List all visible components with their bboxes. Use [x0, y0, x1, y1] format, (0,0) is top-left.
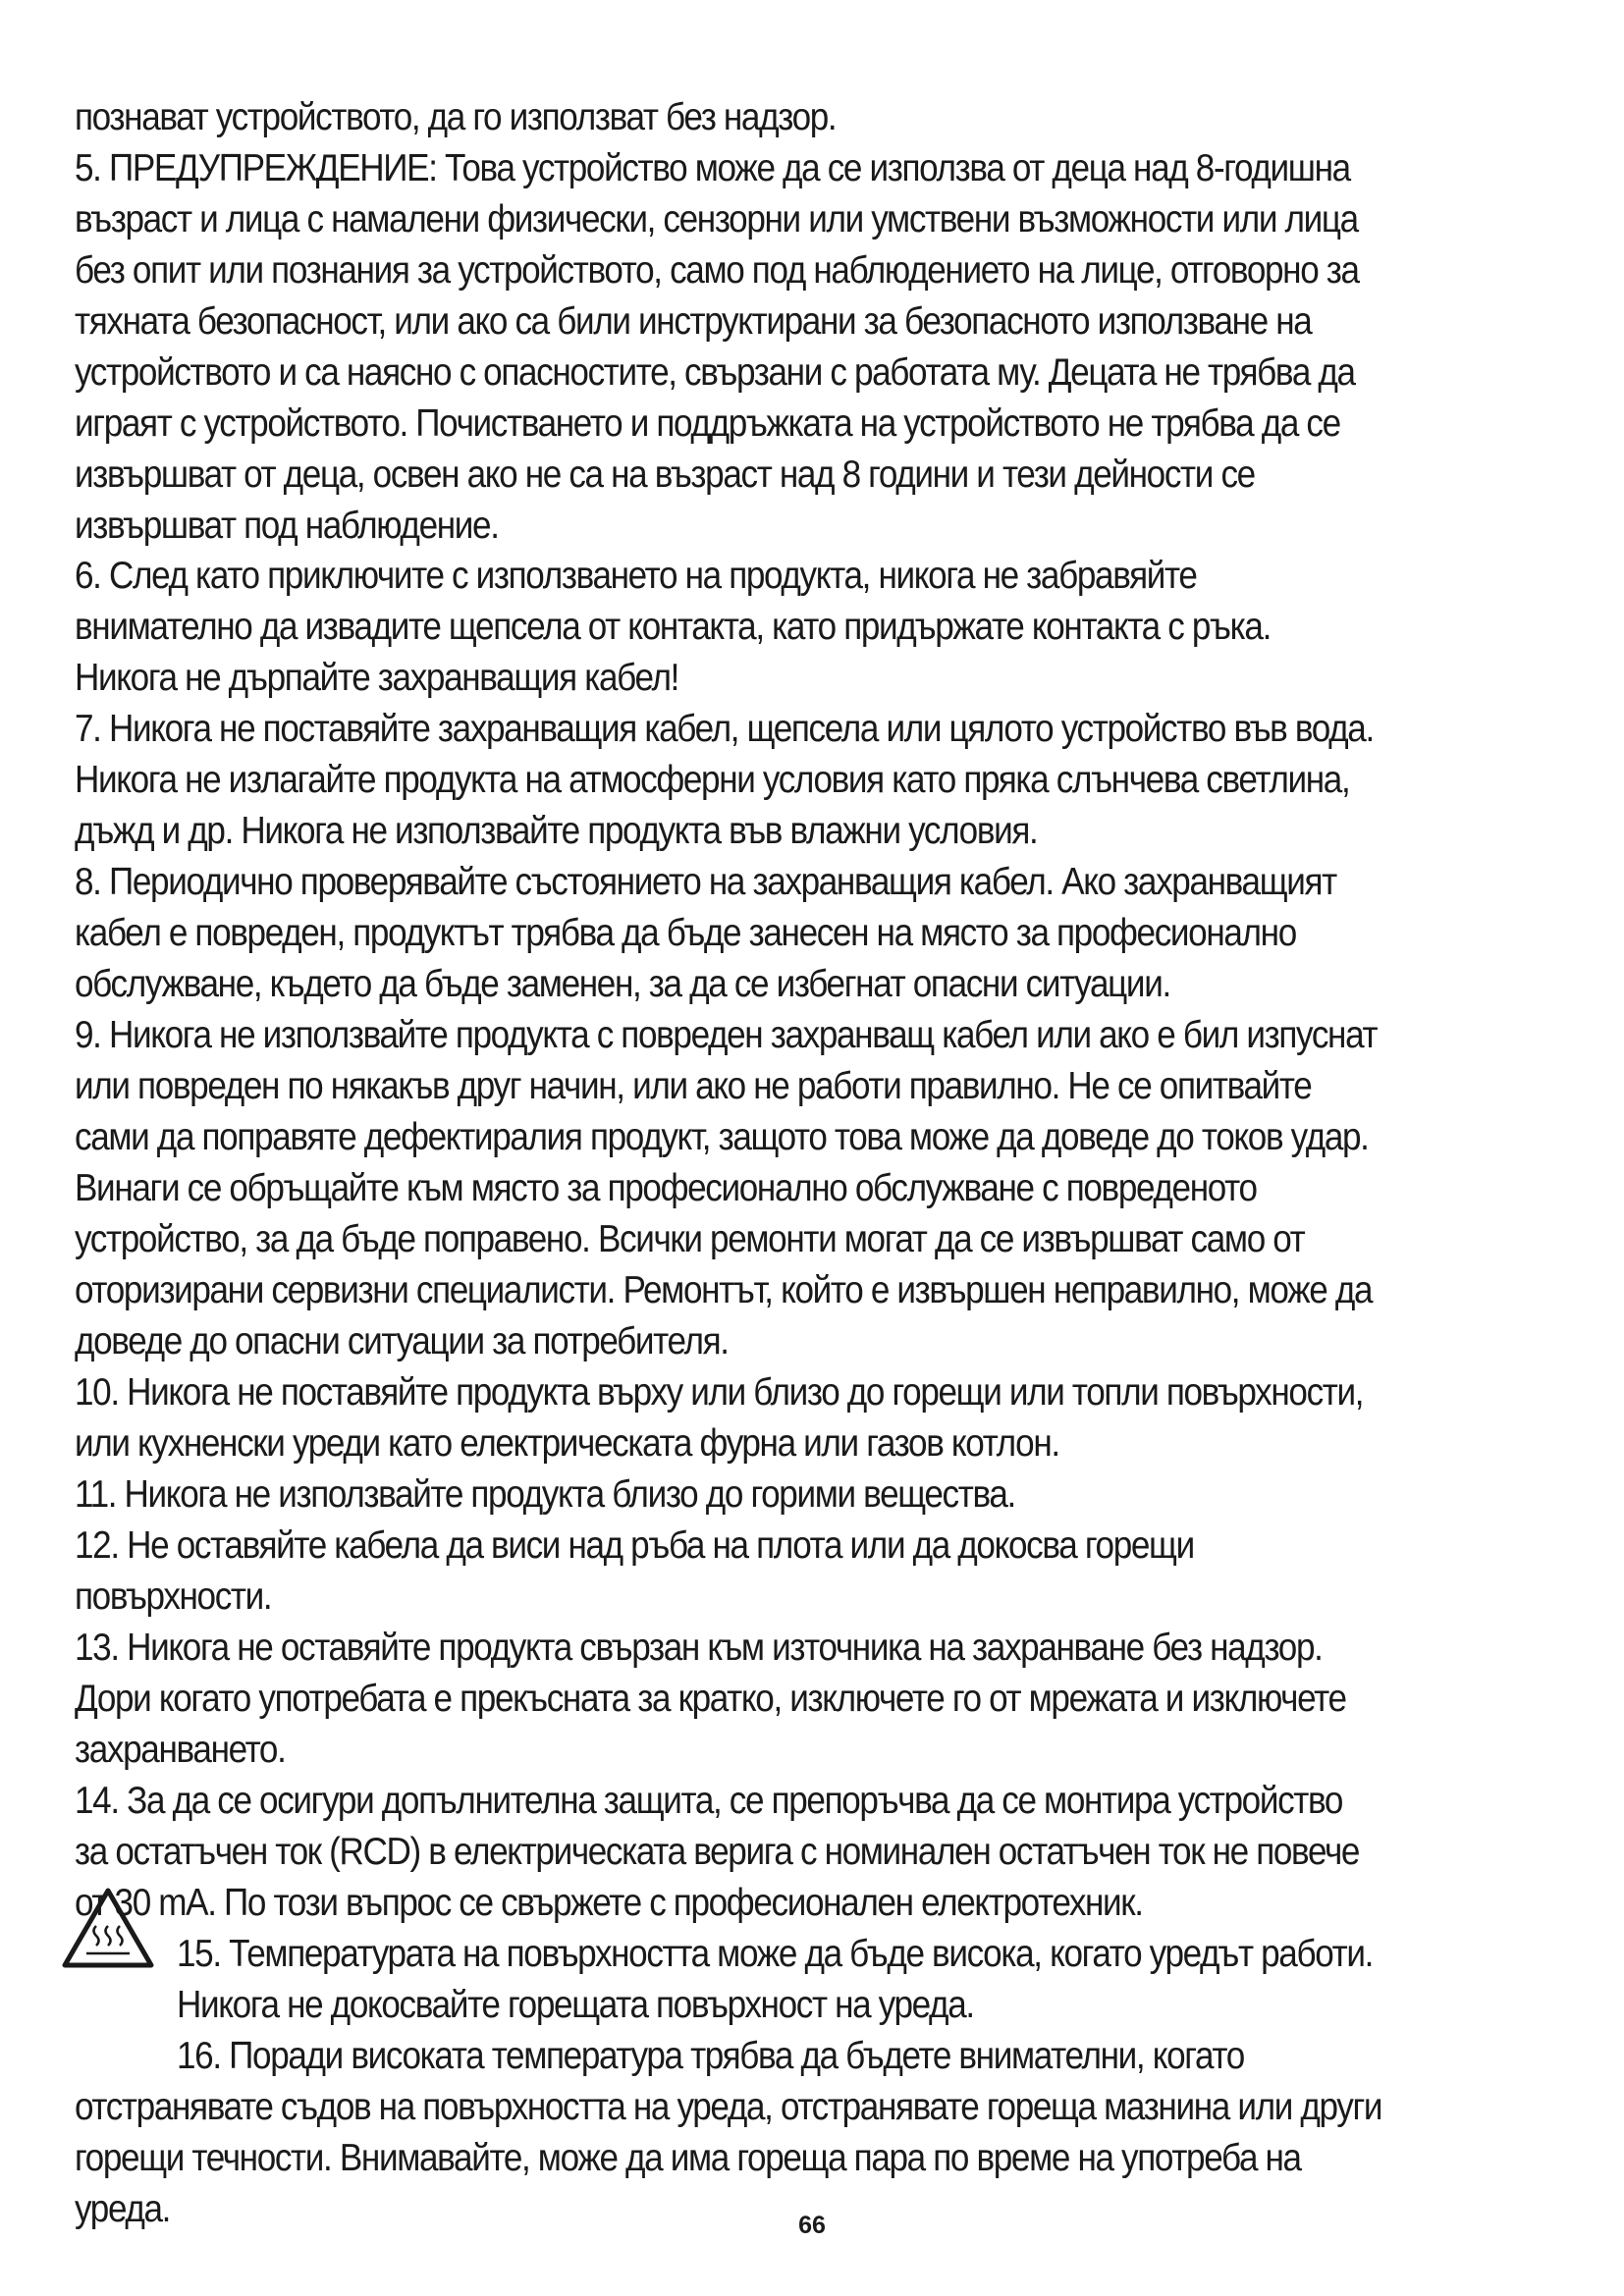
text-line: извършват от деца, освен ако не са на възраст над 8 години и тези дейности се: [75, 454, 1255, 496]
item-6-line: 6. След като приключите с използването на продукта, никога не забравяйте: [75, 555, 1197, 597]
page-number: 66: [798, 2212, 826, 2239]
item-11-line: 11. Никога не използвайте продукта близо до горими вещества.: [75, 1473, 1015, 1516]
text-line: възраст и лица с намалени физически, сензорни или умствени възможности или лица: [75, 198, 1358, 240]
text-line: устройството и са наясно с опасностите, свързани с работата му. Децата не трябва да: [75, 351, 1355, 394]
item-13-line: 13. Никога не оставяйте продукта свързан към източника на захранване без надзор.: [75, 1627, 1323, 1669]
text-line: или повреден по някакъв друг начин, или ако не работи правилно. Не се опитвайте: [75, 1065, 1312, 1107]
text-line: захранването.: [75, 1729, 286, 1771]
text-line: уреда.: [75, 2188, 171, 2230]
text-line: Дори когато употребата е прекъсната за кратко, изключете го от мрежата и изключете: [75, 1678, 1346, 1720]
item-7-line: 7. Никога не поставяйте захранващия кабел, щепсела или цялото устройство във вода.: [75, 708, 1374, 750]
item-8-line: 8. Периодично проверявайте състоянието на захранващия кабел. Ако захранващият: [75, 861, 1336, 903]
text-line: Никога не докосвайте горещата повърхност на уреда.: [177, 1984, 974, 2026]
text-line: устройство, за да бъде поправено. Всички ремонти могат да се извършват само от: [75, 1218, 1305, 1260]
hot-surface-warning-icon: [59, 1885, 157, 1971]
item-14-line: 14. За да се осигури допълнителна защита, се препоръчва да се монтира устройство: [75, 1780, 1343, 1822]
text-line: горещи течности. Внимавайте, може да има гореща пара по време на употреба на: [75, 2137, 1301, 2179]
text-line: играят с устройството. Почистването и поддръжката на устройството не трябва да се: [75, 402, 1340, 445]
text-line: оторизирани сервизни специалисти. Ремонтът, който е извършен неправилно, може да: [75, 1269, 1373, 1311]
text-line: сами да поправяте дефектиралия продукт, защото това може да доведе до токов удар.: [75, 1116, 1369, 1158]
text-line: извършват под наблюдение.: [75, 505, 499, 547]
text-line: дъжд и др. Никога не използвайте продукта във влажни условия.: [75, 810, 1038, 852]
warning-5-line: 5. ПРЕДУПРЕЖДЕНИЕ: Това устройство може да се използва от деца над 8-годишна: [75, 147, 1350, 189]
text-line: повърхности.: [75, 1575, 272, 1618]
text-line: или кухненски уреди като електрическата фурна или газов котлон.: [75, 1422, 1059, 1465]
text-line: от 30 mA. По този въпрос се свържете с професионален електротехник.: [75, 1882, 1143, 1924]
text-line: познават устройството, да го използват без надзор.: [75, 96, 837, 138]
item-15-line: 15. Температурата на повърхността може да бъде висока, когато уредът работи.: [177, 1933, 1373, 1975]
text-line: отстранявате съдов на повърхността на уреда, отстранявате гореща мазнина или други: [75, 2086, 1382, 2128]
text-line: Никога не излагайте продукта на атмосферни условия като пряка слънчева светлина,: [75, 759, 1350, 801]
item-16-line: 16. Поради високата температура трябва да бъдете внимателни, когато: [177, 2035, 1244, 2077]
item-12-line: 12. Не оставяйте кабела да виси над ръба на плота или да докосва горещи: [75, 1524, 1194, 1567]
text-line: кабел е повреден, продуктът трябва да бъде занесен на място за професионално: [75, 912, 1296, 954]
text-line: внимателно да извадите щепсела от контакта, като придържате контакта с ръка.: [75, 606, 1271, 648]
text-line: тяхната безопасност, или ако са били инструктирани за безопасното използване на: [75, 300, 1312, 343]
text-line: за остатъчен ток (RCD) в електрическата верига с номинален остатъчен ток не повече: [75, 1831, 1360, 1873]
text-line: Никога не дърпайте захранващия кабел!: [75, 657, 679, 699]
text-line: без опит или познания за устройството, само под наблюдението на лице, отговорно за: [75, 249, 1359, 292]
item-9-line: 9. Никога не използвайте продукта с повреден захранващ кабел или ако е бил изпуснат: [75, 1014, 1378, 1056]
text-line: обслужване, където да бъде заменен, за да се избегнат опасни ситуации.: [75, 963, 1170, 1005]
text-line: Винаги се обръщайте към място за професионално обслужване с повреденото: [75, 1167, 1257, 1209]
text-line: доведе до опасни ситуации за потребителя.: [75, 1320, 729, 1362]
item-10-line: 10. Никога не поставяйте продукта върху или близо до горещи или топли повърхности,: [75, 1371, 1364, 1414]
